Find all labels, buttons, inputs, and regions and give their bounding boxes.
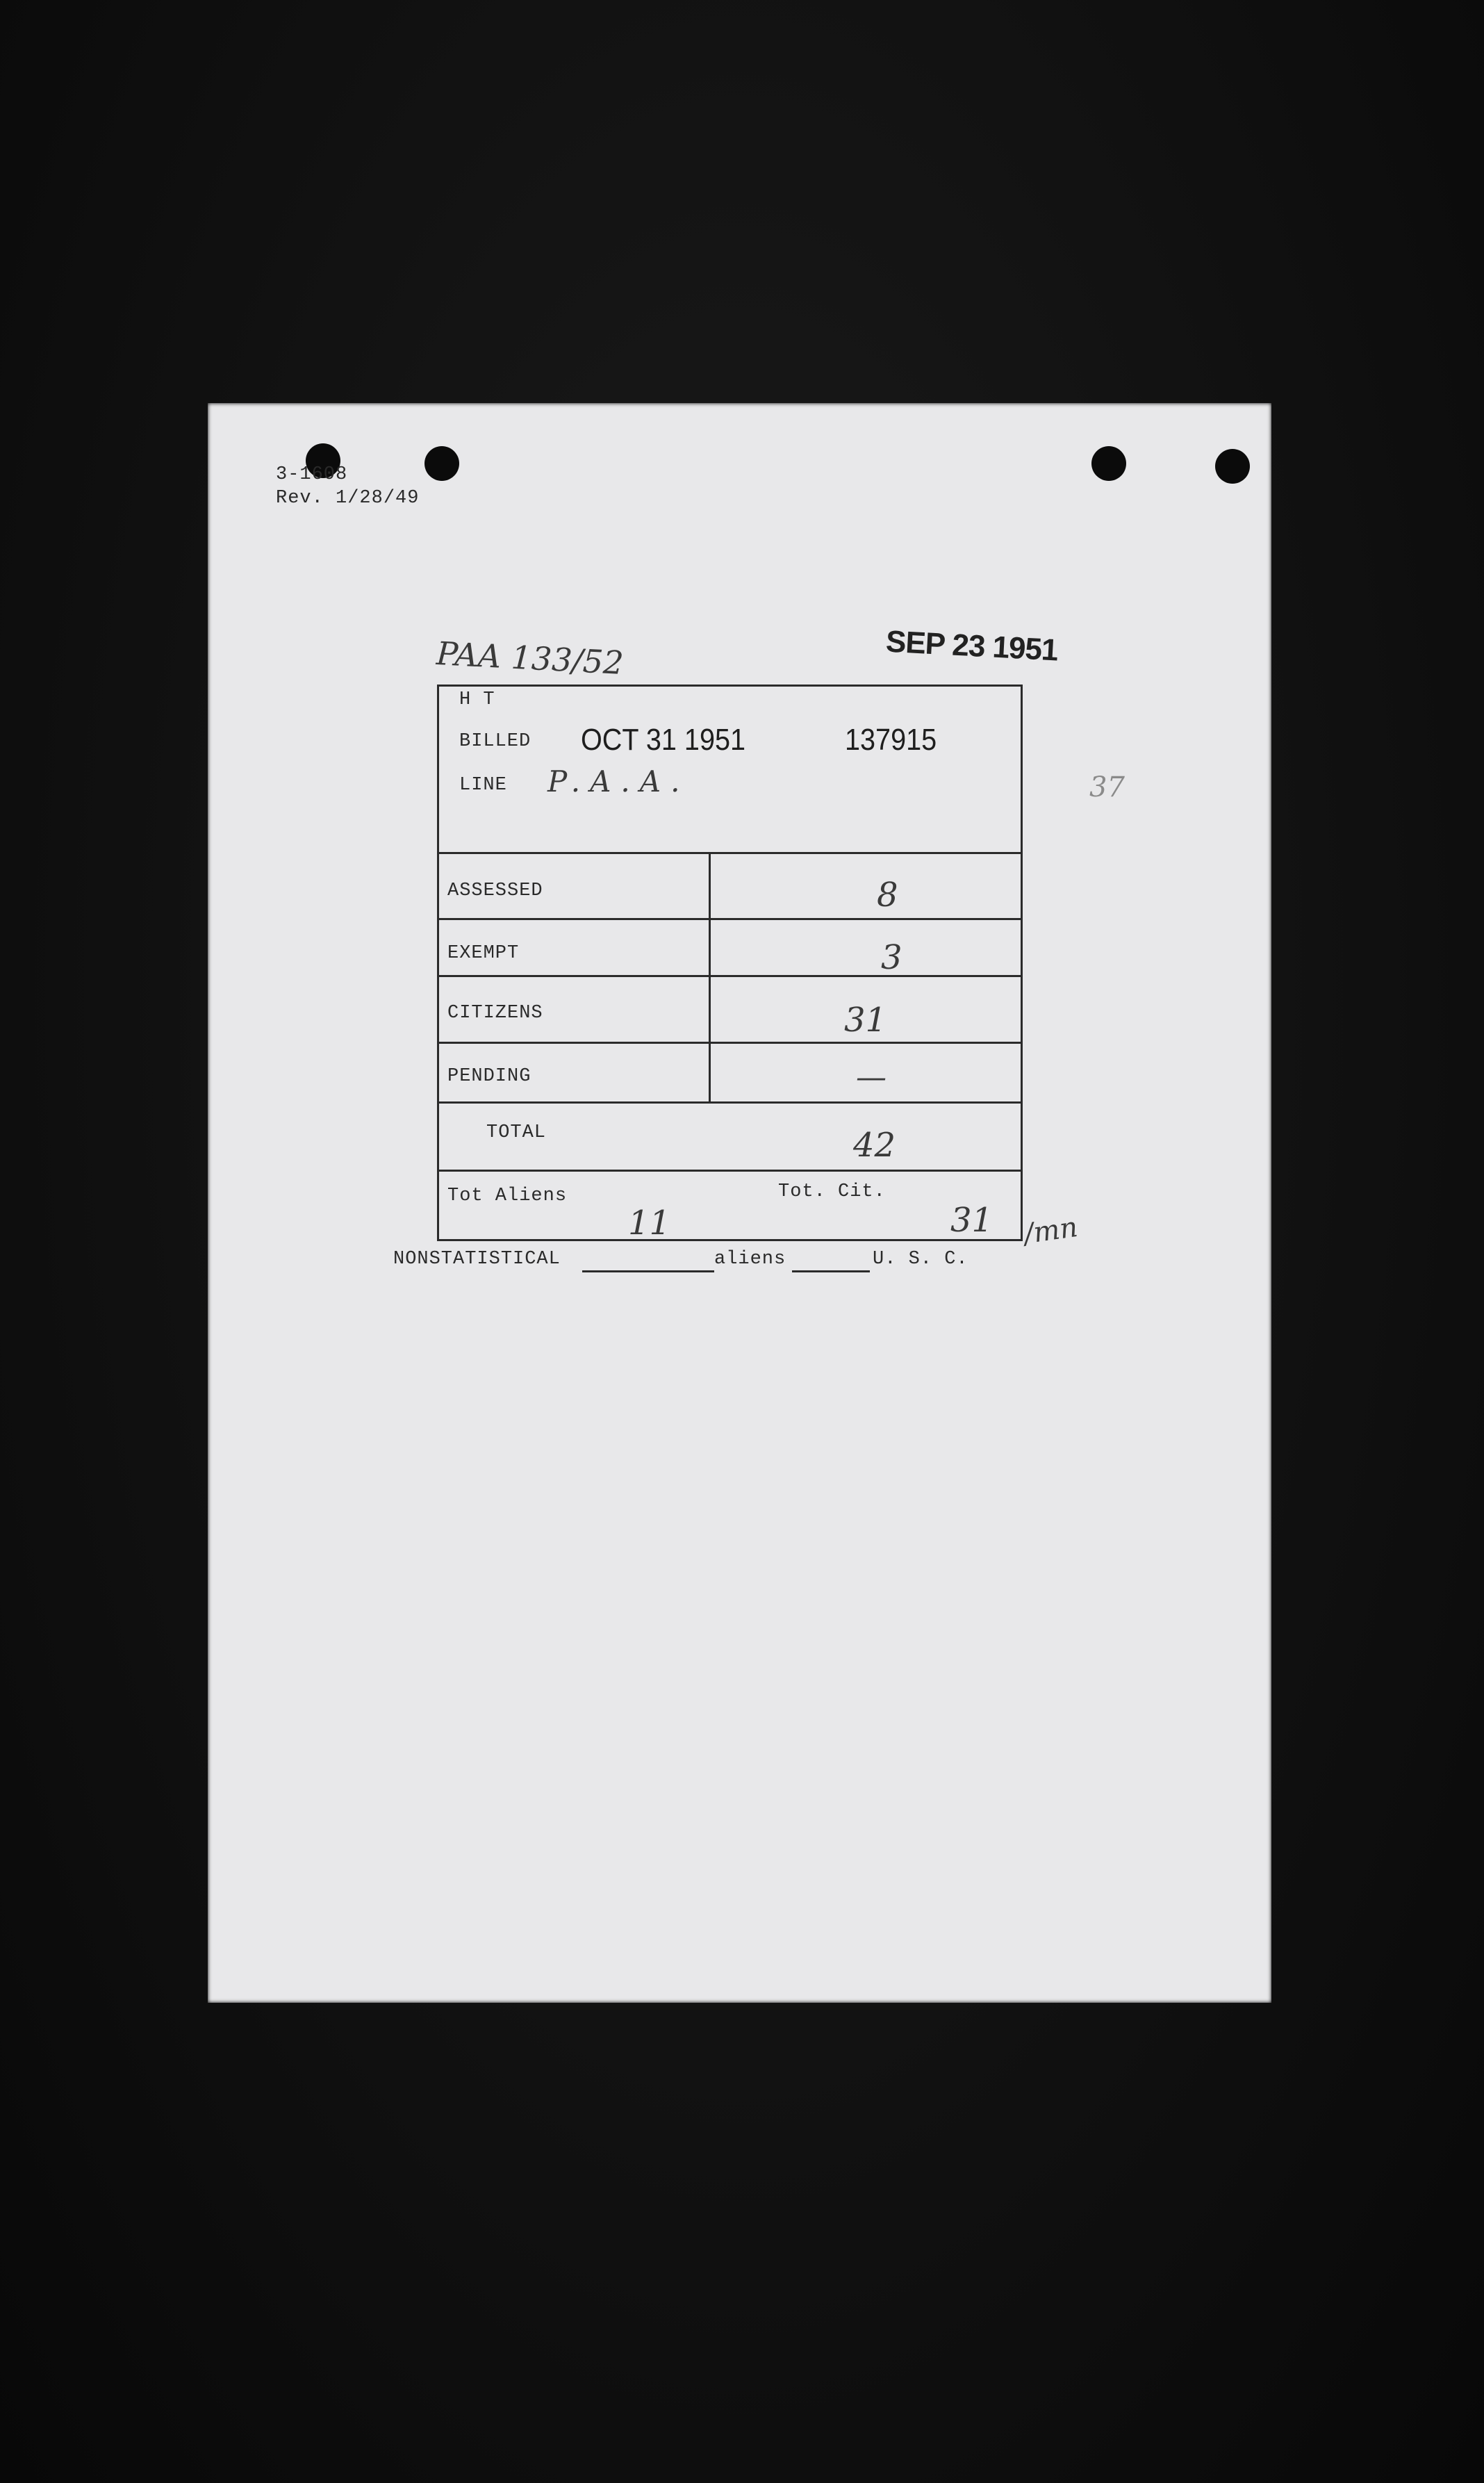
- initials: /mn: [1022, 1211, 1080, 1251]
- divider: [439, 852, 1021, 854]
- aliens-label: aliens: [714, 1249, 786, 1270]
- divider: [439, 975, 1021, 977]
- line-label: LINE: [459, 775, 507, 796]
- billed-date-stamp: OCT 31 1951: [581, 723, 746, 757]
- aliens-blank: [792, 1270, 870, 1272]
- usc-label: U. S. C.: [873, 1249, 968, 1270]
- form-number: 3-1608: [276, 464, 348, 485]
- form-revision: Rev. 1/28/49: [276, 488, 420, 509]
- citizens-label: CITIZENS: [447, 1003, 543, 1024]
- line-value: P.A.A.: [547, 764, 690, 798]
- punch-hole: [424, 446, 459, 481]
- ht-label: H T: [459, 689, 495, 710]
- pending-value: —: [856, 1060, 887, 1095]
- divider: [439, 918, 1021, 920]
- tot-aliens-value: 11: [628, 1204, 671, 1243]
- column-divider: [709, 852, 711, 1101]
- pending-label: PENDING: [447, 1066, 531, 1087]
- divider: [439, 1101, 1021, 1104]
- tot-cit-label: Tot. Cit.: [778, 1181, 886, 1202]
- assessed-label: ASSESSED: [447, 880, 543, 901]
- nonstatistical-blank: [582, 1270, 714, 1272]
- exempt-value: 3: [881, 938, 902, 977]
- nonstatistical-label: NONSTATISTICAL: [393, 1249, 561, 1270]
- tot-cit-value: 31: [950, 1201, 994, 1240]
- handwritten-header-note: PAA 133/52: [435, 634, 625, 682]
- exempt-label: EXEMPT: [447, 943, 520, 964]
- divider: [439, 1170, 1021, 1172]
- assessed-value: 8: [877, 876, 898, 915]
- total-value: 42: [853, 1126, 896, 1165]
- total-label: TOTAL: [486, 1122, 547, 1143]
- punch-hole: [1091, 446, 1126, 481]
- page-mark: 37: [1089, 771, 1125, 803]
- divider: [439, 1042, 1021, 1044]
- punch-hole: [1215, 449, 1250, 484]
- received-date-stamp: SEP 23 1951: [884, 624, 1059, 668]
- billed-label: BILLED: [459, 731, 531, 752]
- citizens-value: 31: [844, 1001, 887, 1040]
- tally-form: [437, 685, 1023, 1241]
- serial-number-stamp: 137915: [845, 723, 937, 757]
- tot-aliens-label: Tot Aliens: [447, 1186, 568, 1206]
